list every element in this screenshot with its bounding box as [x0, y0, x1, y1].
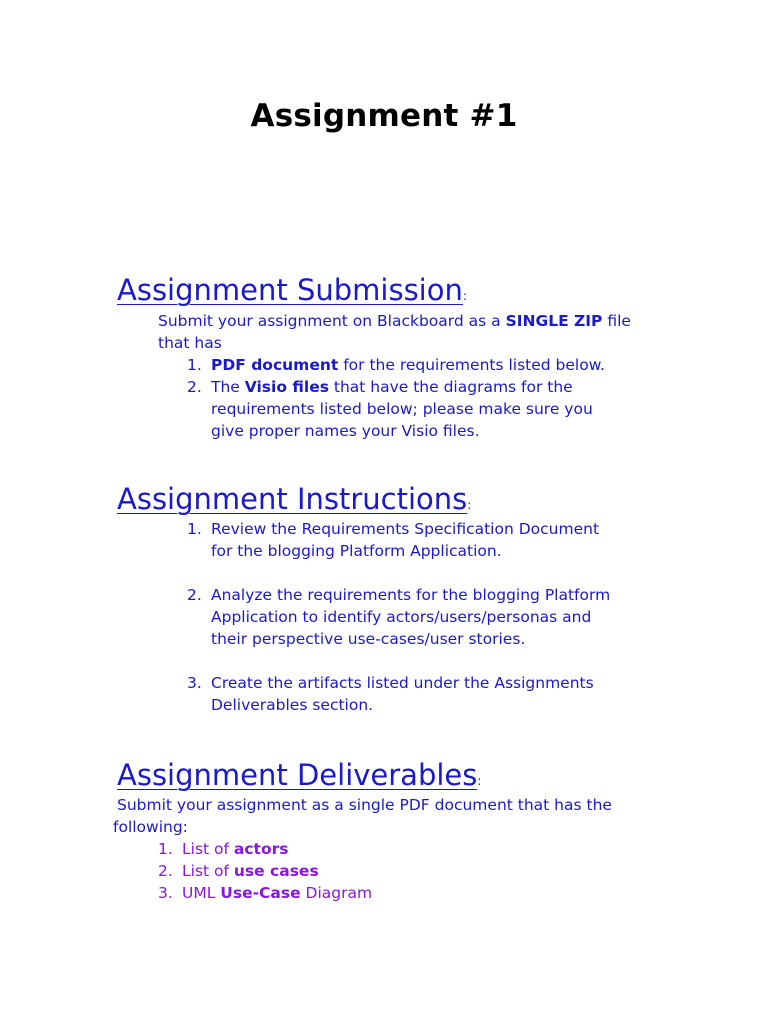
instructions-list — [187, 518, 667, 716]
page-title: Assignment #1 — [250, 98, 518, 134]
submission-list — [187, 354, 698, 442]
submission-intro-line2: that has — [158, 334, 222, 352]
use-cases-emphasis: use cases — [233, 862, 319, 880]
submission-body — [158, 310, 698, 442]
list-item: 1. PDF document for the requirements listed below. — [187, 356, 605, 374]
use-case-emphasis: Use-Case — [220, 884, 301, 902]
visio-files-emphasis: Visio files — [244, 378, 329, 396]
submission-heading-colon: : — [462, 289, 467, 303]
instructions-heading-colon: : — [467, 498, 472, 512]
submission-intro-line1: Submit your assignment on Blackboard as a SINGLE ZIP file — [158, 312, 631, 330]
deliverables-intro-line2: following: — [113, 818, 188, 836]
list-item: 1. List of actors — [158, 840, 289, 858]
deliverables-heading-text: Assignment Deliverables — [117, 758, 478, 792]
actors-emphasis: actors — [233, 840, 289, 858]
list-item: 2. List of use cases — [158, 862, 319, 880]
submission-heading-text: Assignment Submission — [117, 273, 463, 307]
submission-heading — [117, 273, 467, 307]
deliverables-intro-line1: Submit your assignment as a single PDF document that has the — [117, 796, 612, 814]
deliverables-list — [158, 838, 713, 904]
deliverables-heading — [117, 758, 481, 792]
pdf-document-emphasis: PDF document — [211, 356, 339, 374]
list-item: 3. Create the artifacts listed under the Assignments Deliverables section. — [187, 674, 594, 714]
single-zip-emphasis: SINGLE ZIP — [505, 312, 603, 330]
deliverables-body — [113, 794, 713, 904]
instructions-heading — [117, 482, 471, 516]
list-item: 1. Review the Requirements Specification Document for the blogging Platform Application. — [187, 520, 600, 560]
list-item: 2. Analyze the requirements for the blogging Platform Application to identify actors/users/personas and their perspective use-cases/user stories. — [187, 586, 611, 648]
instructions-body — [187, 518, 667, 716]
list-item: 3. UML Use-Case Diagram — [158, 884, 373, 902]
deliverables-heading-colon: : — [477, 774, 482, 788]
list-item: 2. The Visio files that have the diagrams for the requirements listed below; please make sure you give proper names your Visio files. — [187, 378, 593, 440]
instructions-heading-text: Assignment Instructions — [117, 482, 468, 516]
